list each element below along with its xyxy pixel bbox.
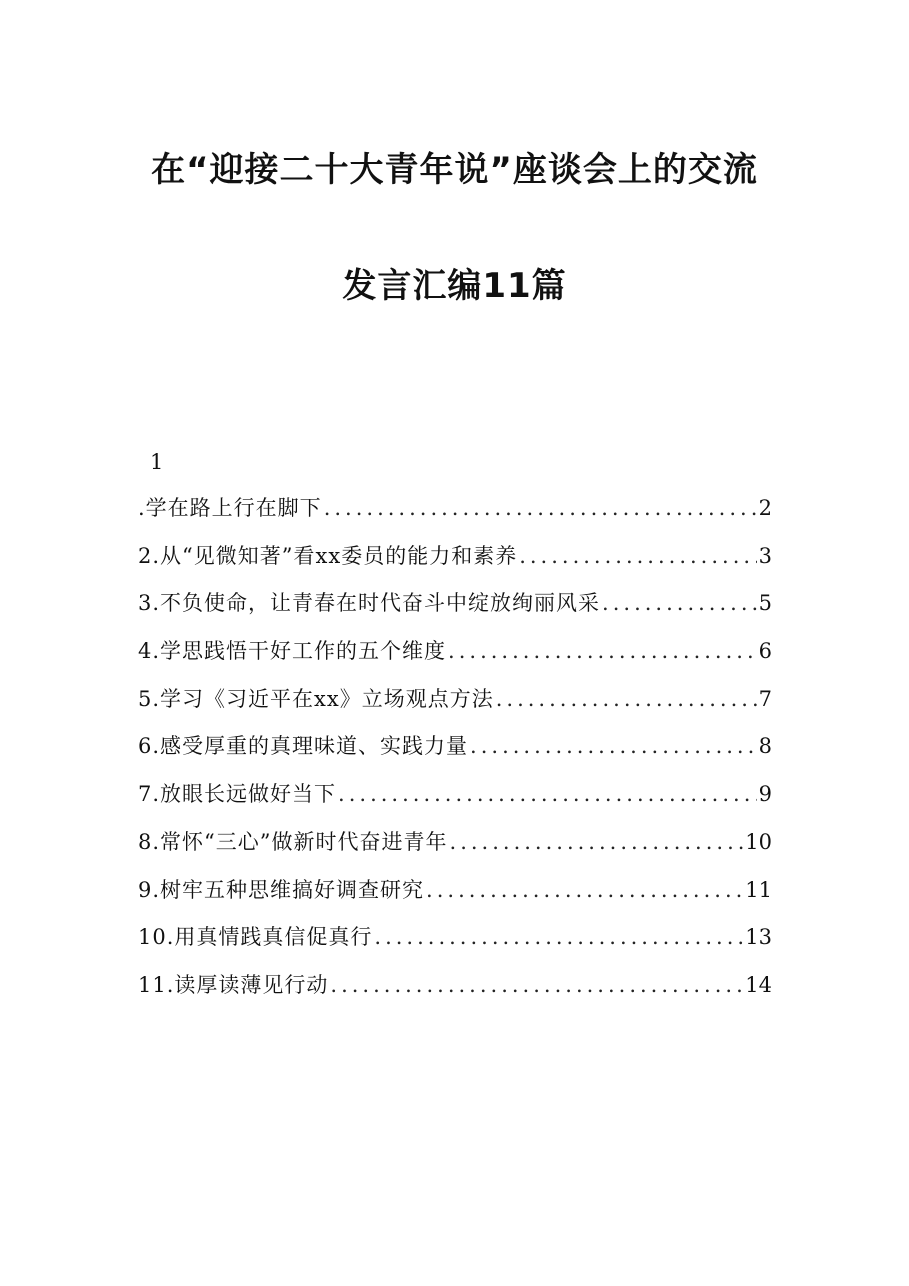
toc-entry[interactable] (138, 728, 772, 776)
toc-dot-leader (324, 490, 757, 526)
toc-entry-page: 13 (745, 925, 772, 950)
toc-dot-leader (519, 538, 756, 574)
toc-entry-title: 8.常怀“三心”做新时代奋进青年 (138, 829, 448, 854)
toc-dot-leader (374, 919, 743, 955)
toc-entry-page: 9 (758, 782, 772, 807)
toc-dot-leader (338, 776, 757, 812)
toc-dot-leader (330, 967, 743, 1003)
toc-entry-page: 14 (745, 972, 772, 997)
toc-entry[interactable] (138, 919, 772, 967)
toc-entry-title: 7.放眼长远做好当下 (138, 782, 337, 807)
document-title-line-1: 在“迎接二十大青年说”座谈会上的交流 (151, 150, 758, 190)
toc-entry[interactable] (138, 538, 772, 586)
toc-entry-page: 3 (758, 543, 772, 568)
toc-dot-leader (496, 681, 757, 717)
toc-entry-title: 9.树牢五种思维搞好调查研究 (138, 877, 425, 902)
document-title-line-2: 发言汇编11篇 (342, 266, 567, 306)
toc-dot-leader (426, 872, 743, 908)
toc-entry-title: 11.读厚读薄见行动 (138, 972, 329, 997)
toc-entry-title: 3.不负使命，让青春在时代奋斗中绽放绚丽风采 (138, 591, 601, 616)
toc-lead-number: 1 (150, 450, 164, 474)
toc-entry-title: 5.学习《习近平在xx》立场观点方法 (138, 686, 494, 711)
toc-entry[interactable] (138, 776, 772, 824)
toc-entry-page: 10 (745, 829, 772, 854)
toc-dot-leader (470, 728, 757, 764)
toc-dot-leader (450, 824, 744, 860)
toc-entry-title: 6.感受厚重的真理味道、实践力量 (138, 734, 469, 759)
toc-entry-page: 5 (758, 591, 772, 616)
table-of-contents (138, 490, 772, 1015)
toc-dot-leader (448, 633, 757, 669)
toc-entry[interactable] (138, 490, 772, 538)
toc-entry[interactable] (138, 967, 772, 1015)
toc-dot-leader (602, 585, 757, 621)
toc-entry[interactable] (138, 585, 772, 633)
toc-entry-page: 6 (758, 639, 772, 664)
toc-entry-page: 11 (745, 877, 772, 902)
toc-entry[interactable] (138, 872, 772, 920)
toc-entry-title: .学在路上行在脚下 (138, 496, 322, 520)
toc-entry[interactable] (138, 824, 772, 872)
toc-entry-title: 2.从“见微知著”看xx委员的能力和素养 (138, 543, 518, 568)
toc-entry-page: 7 (758, 686, 772, 711)
toc-entry-title: 10.用真情践真信促真行 (138, 925, 373, 950)
toc-entry[interactable] (138, 633, 772, 681)
toc-entry-page: 8 (758, 734, 772, 759)
toc-entry[interactable] (138, 681, 772, 729)
toc-entry-page: 2 (758, 496, 772, 520)
toc-entry-title: 4.学思践悟干好工作的五个维度 (138, 639, 447, 664)
